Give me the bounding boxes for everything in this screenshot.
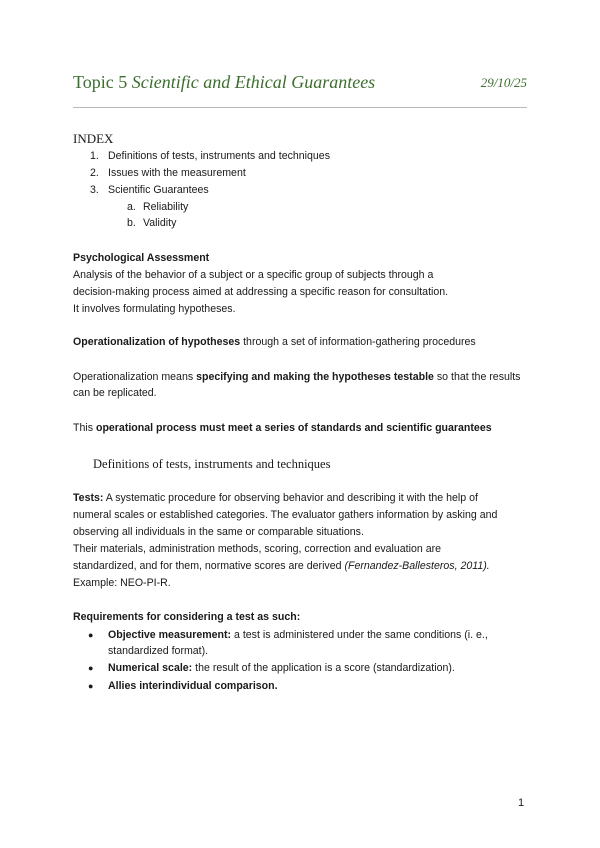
bold-phrase: operational process must meet a series of standards and scientific guarantees (95, 422, 492, 434)
index-item-text: Definitions of tests, instruments and techniques (108, 150, 330, 162)
psych-line: Analysis of the behavior of a subject or a specific group of subjects through a (73, 269, 434, 281)
page-number: 1 (518, 797, 525, 809)
index-item (90, 166, 246, 180)
bold-phrase: specifying and making the hypotheses testable (196, 371, 434, 383)
index-item (90, 149, 330, 163)
bold-phrase: Numerical scale: (108, 662, 193, 674)
operationalization-paragraph (73, 335, 476, 349)
plain-text: so that the results (433, 371, 521, 383)
psych-line: decision-making process aimed at addressing a specific reason for consultation. (73, 286, 449, 298)
bold-phrase: Operationalization of hypotheses (73, 336, 241, 348)
topic-subtitle: Scientific and Ethical Guarantees (131, 72, 376, 92)
tests-label: Tests: (73, 492, 104, 504)
plain-text: This (73, 422, 96, 434)
tests-example: Example: NEO-PI-R. (73, 577, 171, 589)
index-item-text: Issues with the measurement (108, 167, 246, 179)
tests-line: observing all individuals in the same or comparable situations. (73, 526, 364, 538)
section-heading: Definitions of tests, instruments and techniques (93, 457, 331, 471)
tests-line (73, 559, 490, 573)
header-date: 29/10/25 (480, 75, 527, 90)
document-header (73, 72, 527, 98)
requirement-item (108, 628, 488, 642)
index-item-text: Scientific Guarantees (108, 184, 209, 196)
index-subitem (127, 216, 176, 230)
topic-title (73, 72, 375, 93)
plain-text: standardized, and for them, normative scores are derived (73, 560, 345, 572)
requirement-item-cont: standardized format). (108, 645, 209, 657)
plain-text: through a set of information-gathering procedures (240, 336, 476, 348)
plain-text: a test is administered under the same conditions (i. e., (231, 629, 488, 641)
index-subitem (127, 200, 188, 214)
bold-phrase: Objective measurement: (108, 629, 232, 641)
index-item-number: 3. (90, 184, 99, 196)
citation: (Fernandez-Ballesteros, 2011). (344, 560, 490, 572)
index-subitem-text: Validity (143, 217, 177, 229)
plain-text: Operationalization means (73, 371, 197, 383)
index-heading: INDEX (73, 131, 114, 146)
bullet-icon: ● (88, 663, 94, 673)
plain-text: the result of the application is a score (standardization). (192, 662, 455, 674)
bullet-icon: ● (88, 681, 94, 691)
index-subitem-letter: a. (127, 201, 136, 213)
operationalization-meaning (73, 370, 520, 384)
requirement-item (108, 661, 455, 675)
requirements-heading: Requirements for considering a test as such: (73, 611, 301, 623)
header-divider (73, 107, 527, 108)
index-subitem-letter: b. (127, 217, 136, 229)
tests-line: numeral scales or established categories. The evaluator gathers information by asking and (73, 509, 498, 521)
plain-text: A systematic procedure for observing behavior and describing it with the help of (103, 492, 478, 504)
tests-line: Their materials, administration methods, scoring, correction and evaluation are (73, 543, 442, 555)
bullet-icon: ● (88, 630, 94, 640)
operational-process (73, 421, 492, 435)
index-subitem-text: Reliability (143, 201, 189, 213)
operationalization-meaning-cont: can be replicated. (73, 387, 157, 399)
tests-definition (73, 491, 478, 505)
psych-heading: Psychological Assessment (73, 252, 210, 264)
index-item-number: 2. (90, 167, 99, 179)
psych-line: It involves formulating hypotheses. (73, 303, 236, 315)
topic-number: 5 (118, 72, 128, 92)
requirement-item: Allies interindividual comparison. (108, 680, 278, 692)
index-item-number: 1. (90, 150, 99, 162)
index-item (90, 183, 209, 197)
topic-label: Topic (73, 72, 114, 92)
